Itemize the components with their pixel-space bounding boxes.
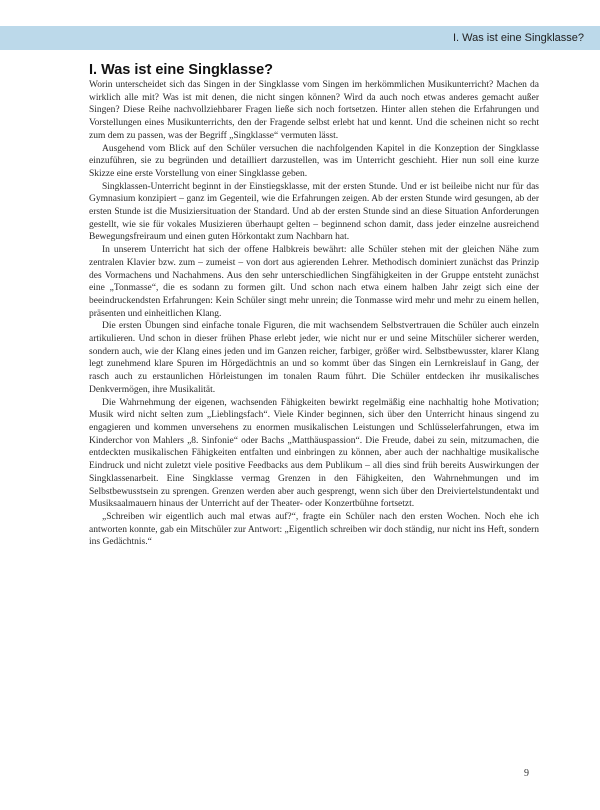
running-header-title: I. Was ist eine Singklasse? <box>452 32 584 44</box>
paragraph: „Schreiben wir eigentlich auch mal etwas auf?“, fragte ein Schüler nach den ersten Wochen. Noch ehe ich antworten konnte, gab ein Mitschüler zur Antwort: „Eigentlich schreiben wir doch ständig, nur nicht ins Heft, sondern ins Gedächtnis.“ <box>89 511 539 548</box>
paragraph: Worin unterscheidet sich das Singen in der Singklasse vom Singen im herkömmlichen Musikunterricht? Machen da wirklich alle mit? Was ist mit denen, die nicht singen können? Wird da auch noch etwas anderes gemacht außer Singen? Diese Reihe nachvollziehbarer Fragen ließe sich noch fortsetzen. Hinter allen stehen die Erfahrungen und Vorstellungen eines Musikunterrichts, den der Fragende selbst erlebt hat und kennt. Und die scheinen nicht so recht zum dem zu passen, was der Begriff „Singklasse“ vermuten lässt. <box>89 80 539 141</box>
running-header <box>0 26 600 50</box>
page-number: 9 <box>524 768 529 779</box>
paragraph: In unserem Unterricht hat sich der offene Halbkreis bewährt: alle Schüler stehen mit der gleichen Nähe zum zentralen Klavier bzw. zum – zumeist – von dort aus agierenden Lehrer. Methodisch dominiert zunächst das Prinzip des Vormachens und Nachahmens. Aus den sehr unterschiedlichen Singfähigkeiten in der Gruppe entsteht zunächst eine „Tonmasse“, die es sodann zu formen gilt. Und schon nach etwa einem halben Jahr zeigt sich eine der beeindruckendsten Erfahrungen: Kein Schüler singt mehr unrein; die Tonmasse wird mehr und mehr zu einem hellen, präsenten und einheitlichen Klang. <box>89 245 539 319</box>
chapter-body <box>89 62 539 549</box>
chapter-title: I. Was ist eine Singklasse? <box>89 62 274 78</box>
paragraph: Die Wahrnehmung der eigenen, wachsenden Fähigkeiten bewirkt regelmäßig eine nachhaltig hohe Motivation; Musik wird nicht selten zum „Lieblingsfach“. Viele Kinder beginnen, sich über den Unterricht hinaus singend zu engagieren und kommen unversehens zu enormen musikalischen Leistungen und Schlüsselerfahrungen, etwa im Kinderchor von Mahlers „8. Sinfonie“ oder Bachs „Matthäuspassion“. Die Freude, dabei zu sein, mitzumachen, die entdeckten musikalischen Fähigkeiten entfalten und einbringen zu können, aber auch der nachhaltige musikalische Eindruck und nicht zuletzt viele positive Feedbacks aus dem Publikum – all dies sind früh bereits Auswirkungen der Singklassenarbeit. Eine Singklasse vermag Grenzen in den Fähigkeiten, den Wahrnehmungen und im Selbstbewusstsein zu sprengen. Grenzen werden aber auch gesprengt, wenn sich über den Dreiviertelstundentakt und Musiksaalmauern hinaus der Unterricht auf der Theater- oder Konzertbühne fortsetzt. <box>89 397 539 510</box>
paragraph: Singklassen-Unterricht beginnt in der Einstiegsklasse, mit der ersten Stunde. Und er ist beileibe nicht nur für das Gymnasium konzipiert – ganz im Gegenteil, wie die Erfahrungen zeigen. Ab der ersten Stunde wird gesungen, ab der ersten Stunde ist die Musiziersituation der Standard. Und ab der ersten Stunde sind an diese Situation Anforderungen gestellt, wie sie für vokales Musizieren überhaupt gelten – beginnend schon damit, dass jeder einzelne ausreichend Bewegungsfreiraum und einen guten Hörkontakt zum Nachbarn hat. <box>89 181 539 243</box>
paragraph: Ausgehend vom Blick auf den Schüler versuchen die nachfolgenden Kapitel in die Konzeption der Singklasse einzuführen, sie zu begründen und detailliert darzustellen, was im Unterricht geschieht. Hier nun soll eine kurze Skizze eine erste Vorstellung von einer Singklasse geben. <box>89 143 539 179</box>
paragraph: Die ersten Übungen sind einfache tonale Figuren, die mit wachsendem Selbstvertrauen die Schüler auch einzeln artikulieren. Und schon in dieser frühen Phase erlebt jeder, wie nicht nur er und seine Mitschüler sicherer werden, sondern auch, wie der Klang eines jeden und im Ganzen reicher, farbiger, größer wird. Selbstbewusster, klarer Klang legt zunehmend klare Spuren im Hörgedächtnis an und so kommt über das Singen ein Lernkreislauf in Gang, der rasch auch zu erstaunlichen Hörleistungen im tonalen Raum führt. Die Schüler entdecken ihr musikalisches Denkvermögen, ihre Musikalität. <box>89 321 539 395</box>
